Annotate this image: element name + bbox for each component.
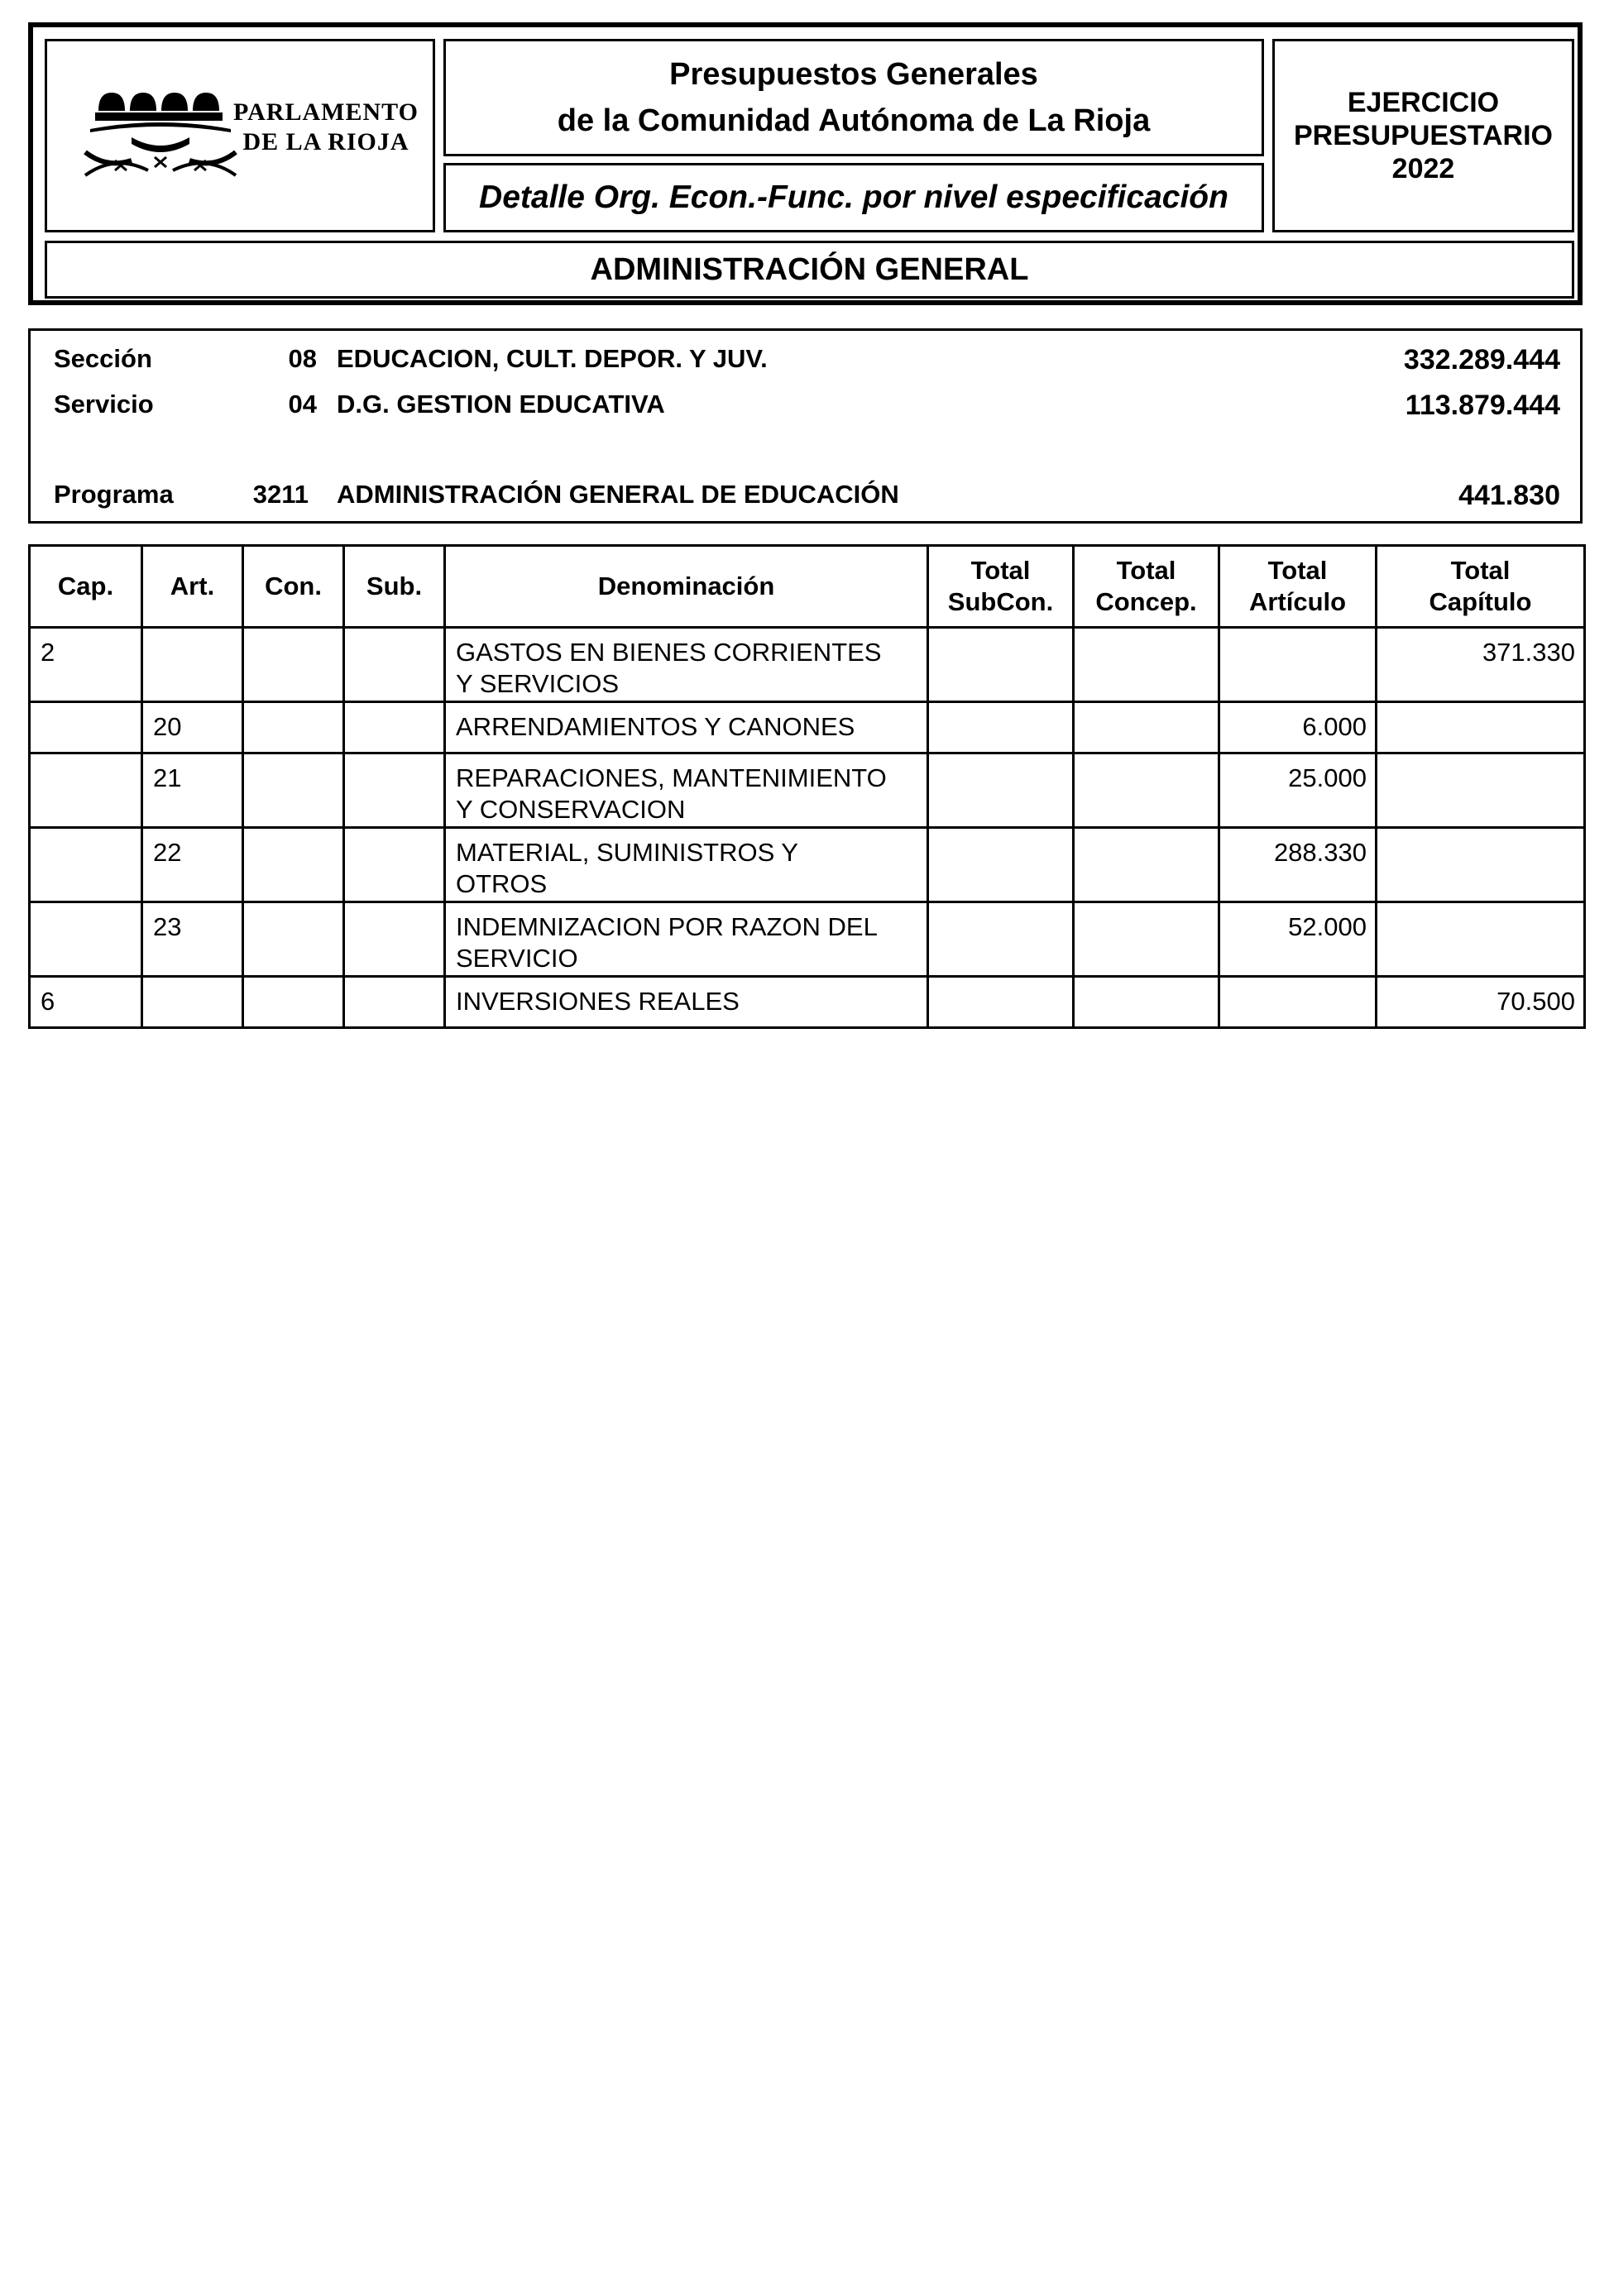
cell-total-capitulo: 371.330 — [1377, 628, 1585, 702]
cell-total-capitulo: 70.500 — [1377, 977, 1585, 1028]
cell-denominacion — [445, 977, 928, 1028]
document-subtitle: Detalle Org. Econ.-Func. por nivel especificación — [443, 163, 1264, 232]
header-total-concep — [1074, 546, 1219, 628]
header-total-capitulo-line-1: Total — [1450, 556, 1511, 585]
cell-denominacion — [445, 902, 928, 977]
cell-cap: 2 — [30, 628, 142, 702]
cell-total-subcon — [928, 753, 1074, 828]
budget-table — [28, 544, 1586, 1029]
title-line-1: Presupuestos Generales — [669, 57, 1038, 92]
header-con: Con. — [243, 546, 344, 628]
cell-denominacion — [445, 702, 928, 753]
header-denominacion: Denominación — [445, 546, 928, 628]
seccion-code: 08 — [288, 344, 317, 373]
cell-total-articulo — [1219, 977, 1377, 1028]
servicio-label: Servicio — [54, 390, 154, 419]
logo-text — [223, 98, 429, 157]
cell-total-concep — [1074, 702, 1219, 753]
header-total-capitulo — [1377, 546, 1585, 628]
seccion-amount: 332.289.444 — [1403, 344, 1560, 375]
table-row — [30, 628, 1585, 702]
cell-sub — [344, 828, 445, 902]
denominacion-line-1: INDEMNIZACION POR RAZON DEL — [456, 912, 878, 941]
logo-panel — [45, 39, 435, 232]
header-art: Art. — [142, 546, 243, 628]
table-row — [30, 828, 1585, 902]
programa-description: ADMINISTRACIÓN GENERAL DE EDUCACIÓN — [337, 480, 899, 509]
budget-table-container — [28, 544, 1583, 1029]
cell-art: 23 — [142, 902, 243, 977]
table-row — [30, 977, 1585, 1028]
cell-sub — [344, 977, 445, 1028]
header-total-articulo-line-1: Total — [1267, 556, 1328, 585]
cell-denominacion — [445, 753, 928, 828]
cell-total-articulo: 288.330 — [1219, 828, 1377, 902]
cell-denominacion — [445, 628, 928, 702]
cell-total-capitulo — [1377, 753, 1585, 828]
cell-cap — [30, 702, 142, 753]
cell-sub — [344, 902, 445, 977]
servicio-amount: 113.879.444 — [1405, 390, 1560, 421]
cell-total-capitulo — [1377, 902, 1585, 977]
table-row — [30, 702, 1585, 753]
header-total-subcon-line-2: SubCon. — [947, 587, 1054, 616]
cell-total-articulo: 52.000 — [1219, 902, 1377, 977]
logo-line-2: DE LA RIOJA — [242, 128, 409, 155]
header-total-capitulo-line-2: Capítulo — [1429, 587, 1532, 616]
year-line-1: EJERCICIO — [1347, 87, 1500, 118]
cell-total-articulo: 6.000 — [1219, 702, 1377, 753]
cell-art — [142, 628, 243, 702]
cell-total-articulo — [1219, 628, 1377, 702]
denominacion-line-1: MATERIAL, SUMINISTROS Y — [456, 838, 798, 867]
cell-total-capitulo — [1377, 828, 1585, 902]
document-header — [28, 22, 1583, 305]
cell-total-concep — [1074, 628, 1219, 702]
header-total-concep-line-2: Concep. — [1095, 587, 1197, 616]
table-row — [30, 753, 1585, 828]
programa-label: Programa — [54, 480, 174, 509]
programa-amount: 441.830 — [1458, 480, 1560, 511]
header-total-subcon — [928, 546, 1074, 628]
cell-con — [243, 702, 344, 753]
cell-con — [243, 628, 344, 702]
denominacion-line-1: REPARACIONES, MANTENIMIENTO — [456, 763, 887, 792]
cell-con — [243, 902, 344, 977]
cell-art: 20 — [142, 702, 243, 753]
cell-total-subcon — [928, 628, 1074, 702]
budget-year-panel — [1272, 39, 1574, 232]
programa-code: 3211 — [252, 480, 309, 509]
cell-cap — [30, 902, 142, 977]
cell-sub — [344, 702, 445, 753]
cell-art: 21 — [142, 753, 243, 828]
cell-total-concep — [1074, 902, 1219, 977]
denominacion-line-2: SERVICIO — [456, 944, 578, 973]
cell-total-concep — [1074, 977, 1219, 1028]
budget-info-panel — [28, 328, 1583, 524]
denominacion-line-1: INVERSIONES REALES — [456, 987, 740, 1016]
cell-total-capitulo — [1377, 702, 1585, 753]
cell-total-concep — [1074, 828, 1219, 902]
table-header-row — [30, 546, 1585, 628]
denominacion-line-2: Y SERVICIOS — [456, 669, 619, 698]
cell-total-articulo: 25.000 — [1219, 753, 1377, 828]
year-value: 2022 — [1391, 153, 1455, 184]
seccion-row — [31, 344, 1580, 377]
cell-total-subcon — [928, 828, 1074, 902]
seccion-description: EDUCACION, CULT. DEPOR. Y JUV. — [337, 344, 768, 373]
cell-cap — [30, 828, 142, 902]
denominacion-line-2: OTROS — [456, 869, 548, 898]
denominacion-line-2: Y CONSERVACION — [456, 795, 686, 824]
section-title: ADMINISTRACIÓN GENERAL — [45, 241, 1574, 299]
cell-sub — [344, 628, 445, 702]
servicio-row — [31, 390, 1580, 423]
cell-sub — [344, 753, 445, 828]
cell-total-subcon — [928, 902, 1074, 977]
header-total-concep-line-1: Total — [1116, 556, 1176, 585]
header-cap: Cap. — [30, 546, 142, 628]
cell-denominacion — [445, 828, 928, 902]
cell-con — [243, 828, 344, 902]
document-title — [443, 39, 1264, 156]
logo-line-1: PARLAMENTO — [233, 98, 419, 126]
programa-row — [31, 480, 1580, 513]
cell-con — [243, 977, 344, 1028]
cell-cap — [30, 753, 142, 828]
servicio-description: D.G. GESTION EDUCATIVA — [337, 390, 665, 419]
header-total-articulo-line-2: Artículo — [1248, 587, 1347, 616]
title-line-2: de la Comunidad Autónoma de La Rioja — [557, 103, 1151, 138]
cell-cap: 6 — [30, 977, 142, 1028]
cell-total-subcon — [928, 702, 1074, 753]
seccion-label: Sección — [54, 344, 152, 373]
cell-art: 22 — [142, 828, 243, 902]
denominacion-line-1: ARRENDAMIENTOS Y CANONES — [456, 712, 855, 741]
denominacion-line-1: GASTOS EN BIENES CORRIENTES — [456, 638, 882, 667]
header-total-articulo — [1219, 546, 1377, 628]
cell-total-subcon — [928, 977, 1074, 1028]
servicio-code: 04 — [288, 390, 317, 419]
cell-total-concep — [1074, 753, 1219, 828]
cell-con — [243, 753, 344, 828]
year-line-2: PRESUPUESTARIO — [1294, 120, 1553, 151]
table-row — [30, 902, 1585, 977]
header-sub: Sub. — [344, 546, 445, 628]
header-total-subcon-line-1: Total — [970, 556, 1031, 585]
cell-art — [142, 977, 243, 1028]
